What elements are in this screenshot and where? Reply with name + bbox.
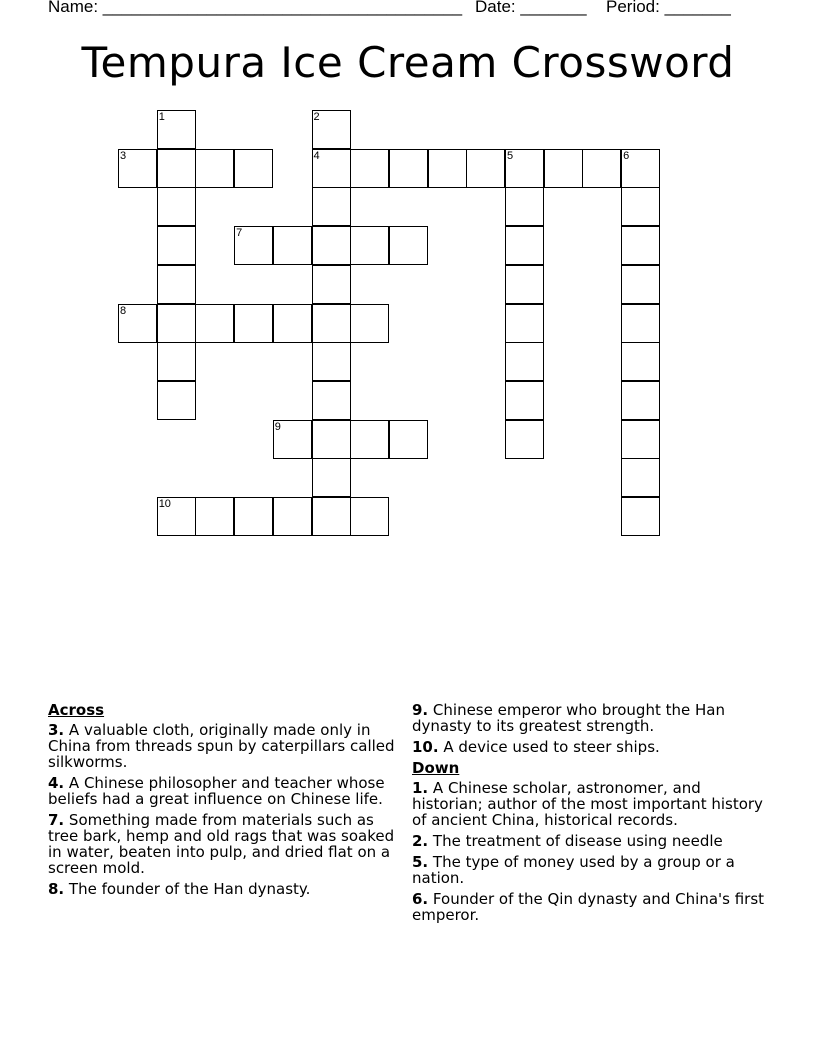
- grid-cell[interactable]: [389, 226, 428, 265]
- clue-across-4: 4. A Chinese philosopher and teacher whose beliefs had a great influence on Chinese life.: [48, 774, 385, 808]
- grid-cell[interactable]: [350, 420, 389, 459]
- grid-cell[interactable]: [389, 149, 428, 188]
- grid-cell[interactable]: [312, 458, 351, 497]
- grid-cell[interactable]: [428, 149, 467, 188]
- clue-number-label: 9: [274, 420, 281, 433]
- grid-cell[interactable]: [312, 381, 351, 420]
- grid-cell[interactable]: [312, 265, 351, 304]
- clue-number-label: 8: [120, 304, 127, 317]
- grid-cell[interactable]: [234, 497, 273, 536]
- grid-cell[interactable]: [157, 304, 196, 343]
- clue-number-label: 5: [507, 149, 514, 162]
- grid-cell[interactable]: [157, 381, 196, 420]
- clues-column-left: [48, 702, 400, 902]
- grid-cell[interactable]: [621, 497, 660, 536]
- grid-cell[interactable]: [621, 420, 660, 459]
- grid-cell[interactable]: [505, 342, 544, 381]
- clue-down-1: 1. A Chinese scholar, astronomer, and historian; author of the most important history of ancient China, historical records.: [412, 779, 763, 829]
- grid-cell[interactable]: [312, 304, 351, 343]
- clue-across-3: 3. A valuable cloth, originally made only in China from threads spun by caterpillars called silkworms.: [48, 721, 395, 771]
- period-field[interactable]: Period: _______: [606, 0, 731, 16]
- grid-cell[interactable]: [350, 226, 389, 265]
- page-title: Tempura Ice Cream Crossword: [81, 38, 735, 87]
- clue-down-6: 6. Founder of the Qin dynasty and China's first emperor.: [412, 890, 765, 924]
- clue-across-9: 9. Chinese emperor who brought the Han dynasty to its greatest strength.: [412, 701, 725, 735]
- grid-cell[interactable]: [312, 226, 351, 265]
- date-field[interactable]: Date: _______: [475, 0, 587, 16]
- grid-cell[interactable]: [273, 226, 312, 265]
- grid-cell[interactable]: [312, 187, 351, 226]
- grid-cell[interactable]: [505, 420, 544, 459]
- grid-cell[interactable]: [621, 304, 660, 343]
- grid-cell[interactable]: [273, 304, 312, 343]
- clues-column-right: [412, 702, 772, 928]
- grid-cell[interactable]: [157, 149, 196, 188]
- clue-down-5: 5. The type of money used by a group or a nation.: [412, 853, 735, 887]
- clue-number-label: 2: [313, 111, 320, 123]
- grid-cell[interactable]: [505, 187, 544, 226]
- name-field[interactable]: Name: ______________________________________: [48, 0, 463, 16]
- down-heading: Down: [412, 759, 460, 777]
- grid-cell[interactable]: [582, 149, 621, 188]
- grid-cell[interactable]: [234, 149, 273, 188]
- grid-cell[interactable]: [350, 149, 389, 188]
- clue-down-2: 2. The treatment of disease using needle: [412, 832, 723, 850]
- grid-cell[interactable]: [273, 497, 312, 536]
- grid-cell[interactable]: [157, 342, 196, 381]
- grid-cell[interactable]: [312, 342, 351, 381]
- grid-cell[interactable]: [195, 497, 234, 536]
- grid-cell[interactable]: [195, 149, 234, 188]
- clue-number-label: 1: [158, 111, 165, 123]
- grid-cell[interactable]: [621, 226, 660, 265]
- grid-cell[interactable]: [621, 381, 660, 420]
- grid-cell[interactable]: [157, 265, 196, 304]
- clue-across-8: 8. The founder of the Han dynasty.: [48, 880, 311, 898]
- clue-number-label: 10: [158, 498, 171, 510]
- grid-cell[interactable]: [505, 381, 544, 420]
- clue-across-10: 10. A device used to steer ships.: [412, 738, 660, 756]
- grid-cell[interactable]: [157, 187, 196, 226]
- grid-cell[interactable]: [505, 265, 544, 304]
- grid-cell[interactable]: [350, 304, 389, 343]
- grid-cell[interactable]: [389, 420, 428, 459]
- grid-cell[interactable]: [505, 226, 544, 265]
- grid-cell[interactable]: [195, 304, 234, 343]
- clue-number-label: 6: [623, 149, 630, 162]
- grid-cell[interactable]: [621, 342, 660, 381]
- clue-across-7: 7. Something made from materials such as tree bark, hemp and old rags that was soaked in water, beaten into pulp, and dried flat on a screen mold.: [48, 811, 395, 877]
- grid-cell[interactable]: [466, 149, 505, 188]
- clue-number-label: 4: [313, 149, 320, 162]
- across-heading: Across: [48, 701, 105, 719]
- clue-number-label: 3: [120, 149, 127, 162]
- grid-cell[interactable]: [312, 497, 351, 536]
- grid-cell[interactable]: [350, 497, 389, 536]
- grid-cell[interactable]: [621, 187, 660, 226]
- grid-cell[interactable]: [157, 226, 196, 265]
- grid-cell[interactable]: [505, 304, 544, 343]
- grid-cell[interactable]: [234, 304, 273, 343]
- clue-number-label: 7: [236, 227, 243, 240]
- grid-cell[interactable]: [544, 149, 583, 188]
- grid-cell[interactable]: [621, 458, 660, 497]
- grid-cell[interactable]: [621, 265, 660, 304]
- grid-cell[interactable]: [312, 420, 351, 459]
